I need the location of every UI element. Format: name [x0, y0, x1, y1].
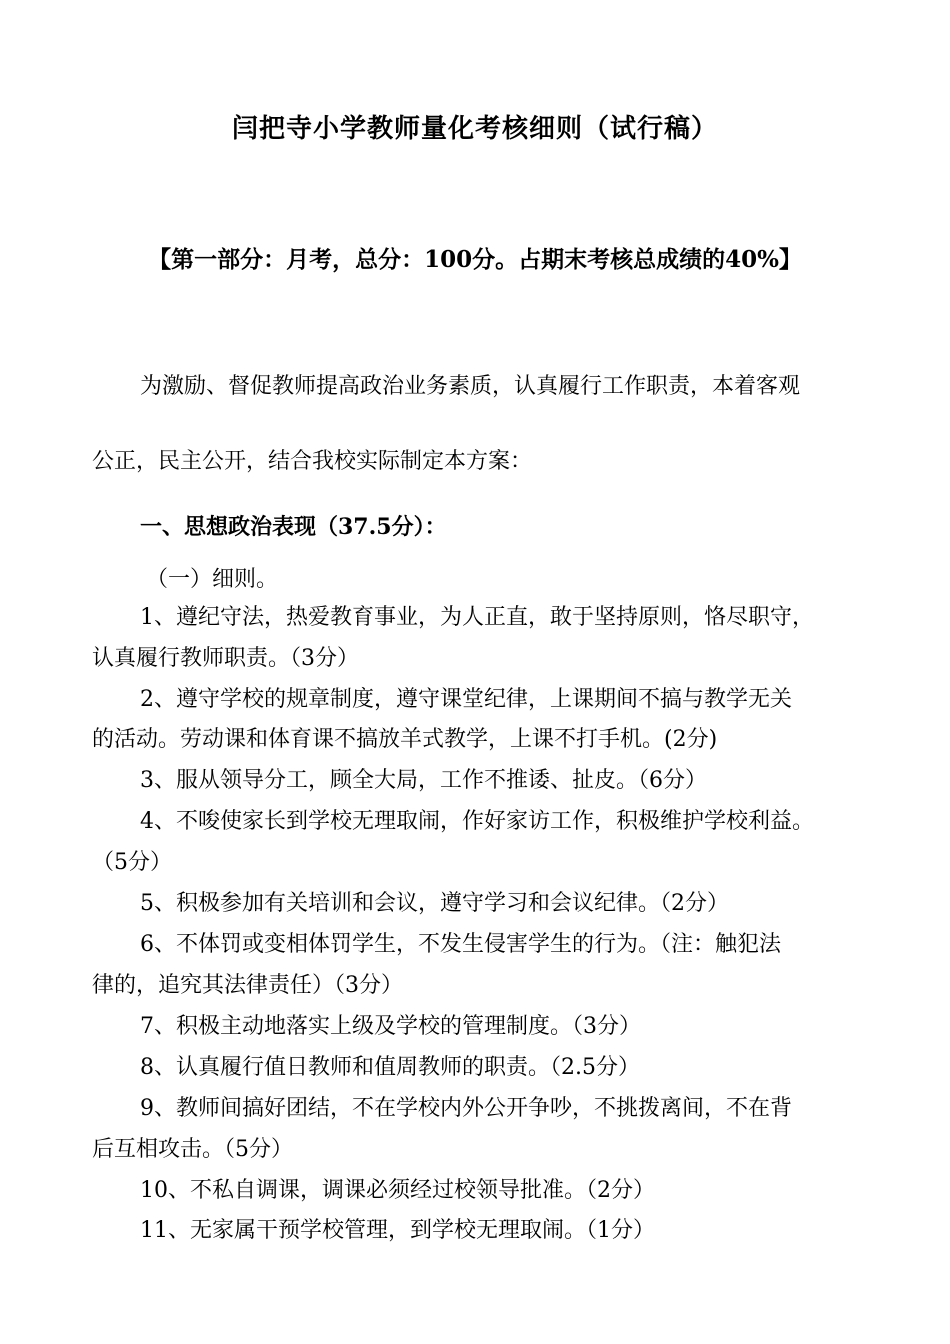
list-item-line: （5分） [92, 850, 172, 875]
subsection-heading: （一）细则。 [146, 567, 279, 592]
list-item-line: 的活动。劳动课和体育课不搞放羊式教学，上课不打手机。(2分) [92, 727, 718, 752]
intro-line: 为激励、督促教师提高政治业务素质，认真履行工作职责，本着客观 [140, 374, 801, 399]
document-title: 闫把寺小学教师量化考核细则（试行稿） [231, 114, 718, 144]
list-item-line: 2、遵守学校的规章制度，遵守课堂纪律，上课期间不搞与教学无关 [140, 687, 792, 712]
list-item-line: 11、无家属干预学校管理，到学校无理取闹。（1分） [140, 1218, 655, 1243]
list-item-line: 10、不私自调课，调课必须经过校领导批准。（2分） [140, 1178, 655, 1203]
list-item-line: 9、教师间搞好团结，不在学校内外公开争吵，不挑拨离间，不在背 [140, 1096, 792, 1121]
list-item-line: 8、认真履行值日教师和值周教师的职责。（2.5分） [140, 1055, 640, 1080]
list-item-line: 后互相攻击。（5分） [92, 1137, 293, 1162]
list-item-line: 7、积极主动地落实上级及学校的管理制度。（3分） [140, 1014, 641, 1039]
list-item-line: 5、积极参加有关培训和会议，遵守学习和会议纪律。（2分） [140, 891, 729, 916]
list-item-line: 1、遵纪守法，热爱教育事业，为人正直，敢于坚持原则，恪尽职守， [140, 605, 814, 630]
list-item-line: 6、不体罚或变相体罚学生，不发生侵害学生的行为。（注：触犯法 [140, 932, 781, 957]
list-item-line: 3、服从领导分工，顾全大局，工作不推诿、扯皮。（6分） [140, 768, 707, 793]
intro-line: 公正，民主公开，结合我校实际制定本方案： [92, 449, 533, 474]
list-item-line: 4、不唆使家长到学校无理取闹，作好家访工作，积极维护学校利益。 [140, 809, 814, 834]
part-heading: 【第一部分：月考，总分：100分。占期末考核总成绩的40%】 [148, 246, 802, 273]
list-item-line: 认真履行教师职责。（3分） [92, 646, 359, 671]
list-item-line: 律的，追究其法律责任）（3分） [92, 973, 403, 998]
section-heading: 一、思想政治表现（37.5分）： [140, 514, 447, 540]
